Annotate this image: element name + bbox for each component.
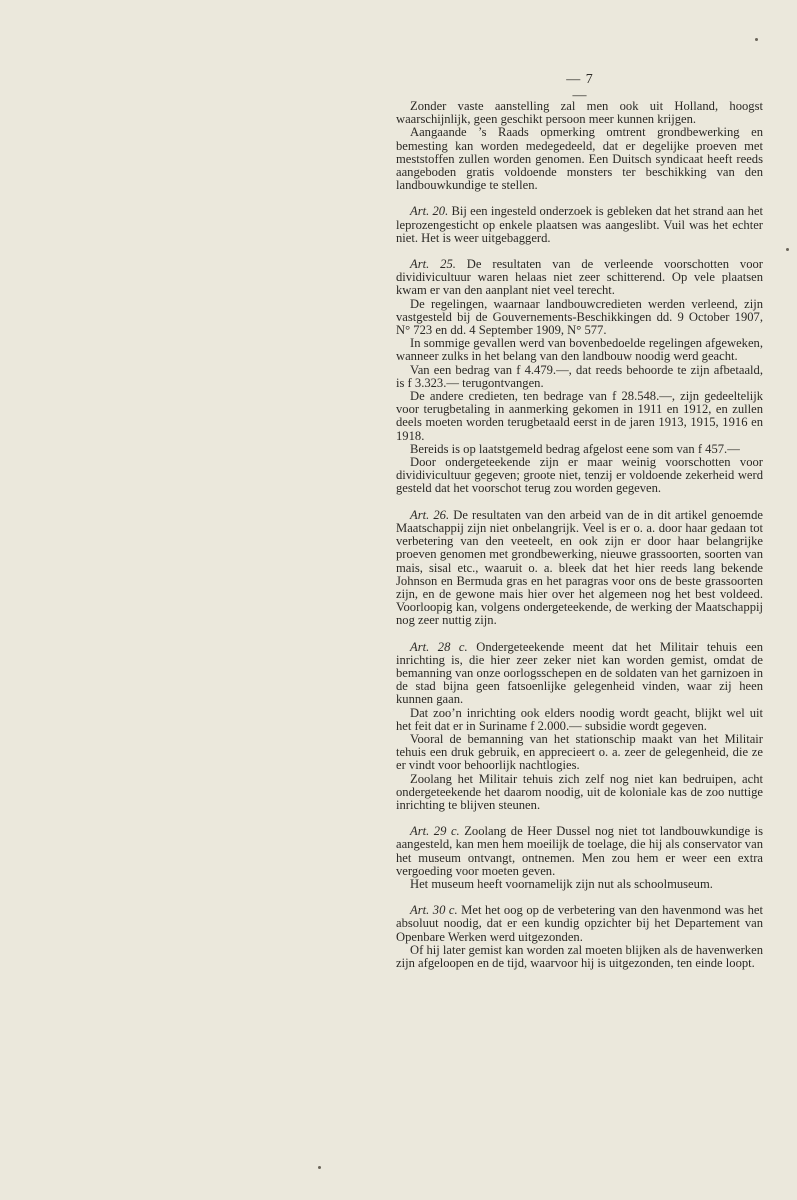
paper-speck bbox=[786, 248, 789, 251]
paragraph-text: Het museum heeft voornamelijk zijn nut als schoolmuseum. bbox=[410, 876, 713, 891]
paragraph-text: Dat zoo’n inrichting ook elders noodig wordt geacht, blijkt wel uit het feit dat er in Suriname f 2.000.— subsidie wordt gegeven. bbox=[396, 705, 763, 733]
paragraph-text: Of hij later gemist kan worden zal moeten blijken als de havenwerken zijn afgeloopen en de tijd, waarvoor hij is uitgezonden, ten einde loopt. bbox=[396, 942, 763, 970]
paper-speck bbox=[318, 1166, 321, 1169]
paragraph-text: Zoolang de Heer Dussel nog niet tot landbouwkundige is aangesteld, kan men hem moeilijk de toelage, die hij als conservator van het museum ontvangt, ontnemen. Men zou hem er weer een extra vergoeding voor moeten geven. bbox=[396, 824, 763, 878]
article-ref: Art. 25. bbox=[410, 257, 456, 272]
paragraph-text: Bij een ingesteld onderzoek is gebleken dat het strand aan het leprozengesticht op enkele plaatsen was aangeslibt. Vuil was het echter niet. Het is weer uitgebaggerd. bbox=[396, 204, 763, 245]
paragraph bbox=[396, 456, 763, 496]
paper-speck bbox=[755, 38, 758, 41]
paragraph bbox=[396, 944, 763, 970]
paragraph bbox=[396, 733, 763, 773]
paragraph bbox=[396, 904, 763, 944]
paragraph bbox=[396, 205, 763, 245]
text-column bbox=[396, 100, 763, 970]
paragraph bbox=[396, 100, 763, 126]
paragraph-text: Bereids is op laatstgemeld bedrag afgelost eene som van f 457.— bbox=[410, 441, 740, 456]
paragraph-text: De resultaten van den arbeid van de in dit artikel genoemde Maatschappij zijn niet onbelangrijk. Veel is er o. a. door haar gedaan tot verbetering van den veeteelt, en ook zijn er door haar belangrijke proeven genomen met grondbewerking, nieuwe grassoorten, soorten van mais, sisal etc., waaruit o. a. bleek dat het hier reeds lang bekende Johnson en Bermuda gras en het paragras voor ons de beste grassoorten zijn, en de gewone mais hier over het algemeen nog het best voldeed. Voorloopig kan, volgens ondergeteekende, de werking der Maatschappij nog zeer nuttig zijn. bbox=[396, 507, 763, 628]
paragraph bbox=[396, 878, 763, 891]
paragraph-text: Van een bedrag van f 4.479.—, dat reeds behoorde te zijn afbetaald, is f 3.323.— terugontvangen. bbox=[396, 362, 763, 390]
page-number: — 7 — bbox=[566, 72, 594, 103]
paragraph bbox=[396, 509, 763, 628]
paragraph bbox=[396, 126, 763, 192]
paragraph-text: De andere credieten, ten bedrage van f 28.548.—, zijn gedeeltelijk voor terugbetaling in aanmerking gekomen in 1911 en 1912, en zullen deels moeten worden terugbetaald eerst in de jaren 1913, 1915, 1916 en 1918. bbox=[396, 389, 763, 443]
paragraph-text: De resultaten van de verleende voorschotten voor dividivicultuur waren helaas niet zeer schitterend. Op vele plaatsen kwam er van den aanplant niet veel terecht. bbox=[396, 257, 763, 298]
article-ref: Art. 20. bbox=[410, 204, 449, 219]
paragraph-text: Vooral de bemanning van het stationschip maakt van het Militair tehuis een druk gebruik, en apprecieert o. a. zeer de gelegenheid, die ze er vindt voor behoorlijk nachtlogies. bbox=[396, 731, 763, 773]
paragraph bbox=[396, 337, 763, 363]
paragraph bbox=[396, 258, 763, 298]
article-ref: Art. 30 c. bbox=[410, 903, 458, 918]
paragraph bbox=[396, 773, 763, 813]
paragraph bbox=[396, 641, 763, 707]
paragraph bbox=[396, 298, 763, 338]
paragraph bbox=[396, 825, 763, 878]
paragraph-text: De regelingen, waarnaar landbouwcredieten werden verleend, zijn vastgesteld bij de Gouvernements-Beschikkingen dd. 9 October 1907, N° 723 en dd. 4 September 1909, N° 577. bbox=[396, 296, 763, 338]
article-ref: Art. 28 c. bbox=[410, 639, 468, 654]
paragraph bbox=[396, 390, 763, 443]
paragraph-text: Zonder vaste aanstelling zal men ook uit Holland, hoogst waarschijnlijk, geen geschikt persoon meer kunnen krijgen. bbox=[396, 99, 763, 127]
paragraph bbox=[396, 364, 763, 390]
paragraph-text: Aangaande ’s Raads opmerking omtrent grondbewerking en bemesting kan worden medegedeeld, dat er degelijke proeven met meststoffen zullen worden genomen. Een Duitsch syndicaat heeft reeds aangeboden gratis voldoende monsters ter beschikking van den landbouwkundige te stellen. bbox=[396, 125, 763, 193]
paragraph bbox=[396, 707, 763, 733]
paragraph-text: Zoolang het Militair tehuis zich zelf nog niet kan bedruipen, acht ondergeteekende het daarom noodig, uit de koloniale kas de zoo nuttige inrichting te blijven steunen. bbox=[396, 771, 763, 812]
paragraph-text: Ondergeteekende meent dat het Militair tehuis een inrichting is, die hier zeer zeker niet kan worden gemist, omdat de bemanning van onze oorlogsschepen en de soldaten van het garnizoen in de stad bijna geen fatsoenlijke gelegenheid vinden, waar zij heen kunnen gaan. bbox=[396, 639, 764, 707]
article-ref: Art. 26. bbox=[410, 507, 450, 522]
paragraph-text: Met het oog op de verbetering van den havenmond was het absoluut noodig, dat er een kundig opzichter bij het Departement van Openbare Werken werd uitgezonden. bbox=[396, 903, 763, 944]
paragraph-text: In sommige gevallen werd van bovenbedoelde regelingen afgeweken, wanneer zulks in het belang van den landbouw noodig werd geacht. bbox=[396, 336, 763, 364]
paragraph-text: Door ondergeteekende zijn er maar weinig voorschotten voor dividivicultuur gegeven; groote niet, tenzij er voldoende zekerheid werd gesteld dat het voorschot terug zou worden gegeven. bbox=[396, 455, 763, 496]
article-ref: Art. 29 c. bbox=[410, 824, 460, 839]
